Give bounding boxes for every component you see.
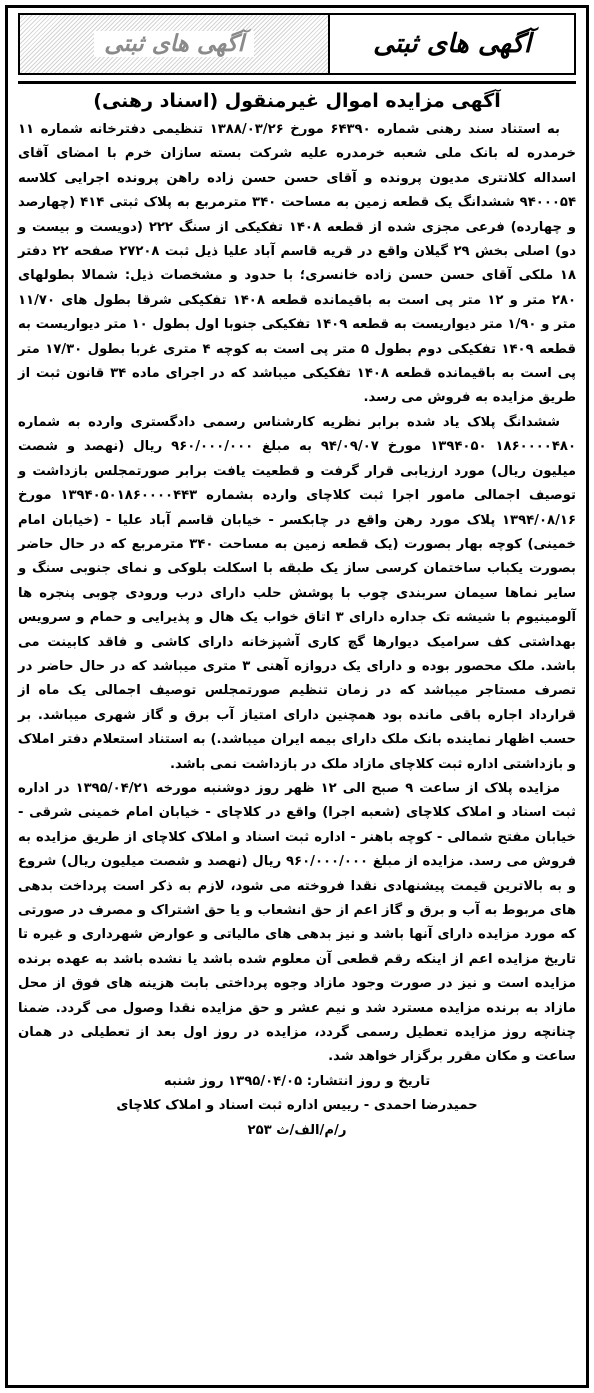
header-primary-label: آگهی های ثبتی bbox=[373, 29, 532, 59]
notice-body bbox=[18, 118, 576, 1070]
header-secondary-banner bbox=[20, 15, 330, 73]
header-secondary-label: آگهی های ثبتی bbox=[94, 31, 254, 57]
header-bar bbox=[18, 13, 576, 75]
header-divider bbox=[18, 81, 576, 84]
signature: حمیدرضا احمدی - رییس اداره ثبت اسناد و املاک کلاچای bbox=[116, 1098, 478, 1114]
publish-date: تاریخ و روز انتشار: ۱۳۹۵/۰۴/۰۵ روز شنبه bbox=[163, 1073, 431, 1089]
reference-code: ر/م/الف/ث ۲۵۳ bbox=[247, 1122, 347, 1138]
notice-footer bbox=[18, 1070, 576, 1143]
notice-paragraph-2: ششدانگ پلاک یاد شده برابر نظریه کارشناس رسمی دادگستری وارده به شماره ۱۸۶۰۰۰۰۴۸۰ ۱۳۹۴۰۵۰ مورخ ۹۴/۰۹/۰۷ به مبلغ ۹۶۰/۰۰۰/۰۰۰ ریال (نهصد و شصت میلیون ریال) مورد ارزیابی قرار گرفت و قطعیت یافت برابر صورتمجلس بازداشت و توصیف اجمالی مامور اجرا ثبت کلاچای وارده بشماره ۱۳۹۴۰۵۰۱۸۶۰۰۰۰۴۴۳ مورخ ۱۳۹۴/۰۸/۱۶ پلاک مورد رهن واقع در چابکسر - خیابان قاسم آباد علیا - (خیابان امام خمینی) کوچه بهار بصورت (یک قطعه زمین به مساحت ۳۴۰ مترمربع که در حال حاضر بصورت یکباب ساختمان کرسی ساز یک طبقه با اسکلت بلوکی و نمای جنوبی سنگ و سایر نماها سیمان سربندی چوب با پوشش حلب دارای درب ورودی چوبی پنجره ها آلومینیوم با شیشه تک جداره دارای ۳ اتاق خواب یک هال و پذیرایی و حمام و سرویس بهداشتی کف سرامیک دیوارها گچ کاری آشپزخانه دارای کاشی و فاقد کابینت می باشد. ملک محصور بوده و دارای یک دروازه آهنی ۳ متری میباشد که در حال حاضر در تصرف مستاجر میباشد که در زمان تنظیم صورتمجلس توصیف اجمالی یک ماه از قرارداد اجاره باقی مانده بود همچنین دارای امتیاز آب برق و گاز شهری میباشد. بر حسب اظهار نماینده بانک ملک دارای بیمه ایران میباشد.) به استناد استعلام دفتر املاک و بازداشتی اداره ثبت کلاچای مازاد ملک در بازداشت نمی باشد. bbox=[18, 414, 576, 772]
notice-paragraph-1: به استناد سند رهنی شماره ۶۴۳۹۰ مورخ ۱۳۸۸/۰۳/۲۶ تنظیمی دفترخانه شماره ۱۱ خرمدره له بانک ملی شعبه خرمدره علیه شرکت بسته سازان خرم با امضای آقای اسداله کلانتری مدیون پرونده و آقای حسن حسن زاده راهن پرونده اجرایی کلاسه ۹۴۰۰۰۵۴ ششدانگ یک قطعه زمین به مساحت ۳۴۰ مترمربع به پلاک ثبتی ۴۱۴ (چهارصد و چهارده) فرعی مجزی شده از قطعه ۱۴۰۸ تفکیکی از سنگ ۲۲۲ (دویست و بیست و دو) اصلی بخش ۲۹ گیلان واقع در قریه قاسم آباد علیا ذیل ثبت ۲۷۲۰۸ صفحه ۲۲ دفتر ۱۸ ملکی آقای حسن حسن زاده خانسری؛ با حدود و مشخصات ذیل: شمالا بطولهای ۲۸۰ متر و ۱۲ متر پی است به باقیمانده قطعه ۱۴۰۸ تفکیکی شرقا بطول های ۱۱/۷۰ متر و ۱/۹۰ متر دیواریست به قطعه ۱۴۰۹ تفکیکی جنوبا اول بطول ۱۰ متر دیواریست به قطعه ۱۴۰۹ تفکیکی دوم بطول ۵ متر پی است به کوچه ۴ متری غربا بطول ۱۷/۳۰ متر پی است به باقیمانده قطعه ۱۴۰۸ تفکیکی میباشد که در اجرای ماده ۳۴ قانون ثبت از طریق مزایده به فروش می رسد. bbox=[18, 122, 577, 406]
notice-paragraph-3: مزایده پلاک از ساعت ۹ صبح الی ۱۲ ظهر روز دوشنبه مورخه ۱۳۹۵/۰۴/۲۱ در اداره ثبت اسناد و املاک کلاچای (شعبه اجرا) واقع در کلاچای - خیابان امام خمینی شرقی - خیابان مفتح شمالی - کوچه باهنر - اداره ثبت اسناد و املاک کلاچای از طریق مزایده به فروش می رسد. مزایده از مبلغ ۹۶۰/۰۰۰/۰۰۰ ریال (نهصد و شصت میلیون ریال) شروع و به بالاترین قیمت پیشنهادی نقدا فروخته می شود، لازم به ذکر است پرداخت بدهی های مربوط به آب و برق و گاز اعم از حق انشعاب و یا حق اشتراک و مصرف در صورتی که مورد مزایده دارای آنها باشد و نیز بدهی های مالیاتی و عوارض شهرداری و غیره تا تاریخ مزایده اعم از اینکه رقم قطعی آن معلوم شده باشد یا نشده باشد به عهده برنده مزایده است و نیز در صورت وجود مازاد وجوه پرداختی بابت هزینه های فوق از محل مازاد به برنده مزایده مسترد شد و نیم عشر و حق مزایده نقدا وصول می گردد. ضمنا چنانچه روز مزایده تعطیل رسمی گردد، مزایده در روز اول بعد از تعطیلی در همان ساعت و مکان مقرر برگزار خواهد شد. bbox=[18, 780, 576, 1065]
notice-title: آگهی مزایده اموال غیرمنقول (اسناد رهنی) bbox=[93, 90, 501, 112]
notice-frame bbox=[5, 5, 589, 1388]
